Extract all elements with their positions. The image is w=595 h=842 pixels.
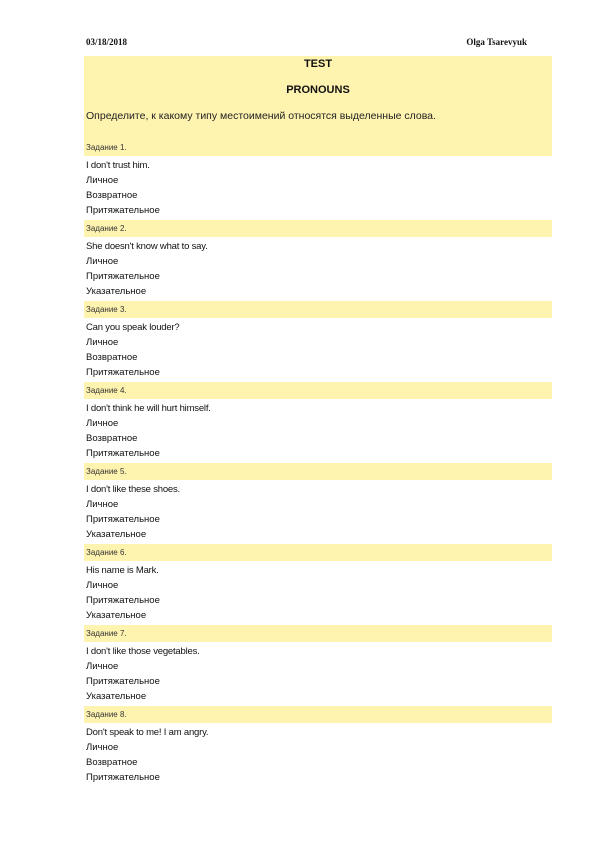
answer-option[interactable]: Возвратное [86, 190, 138, 201]
task-question: I don't trust him. [86, 160, 150, 171]
instruction-text: Определите, к какому типу местоимений относятся выделенные слова. [86, 110, 436, 122]
test-header-box [84, 56, 552, 152]
task-item [84, 382, 552, 463]
task-question: His name is Mark. [86, 565, 159, 576]
answer-option[interactable]: Личное [86, 418, 119, 429]
answer-option[interactable]: Притяжательное [86, 676, 160, 687]
answer-option[interactable]: Указательное [86, 691, 147, 702]
task-item [84, 625, 552, 706]
answer-option[interactable]: Личное [86, 580, 119, 591]
answer-option[interactable]: Возвратное [86, 757, 138, 768]
task-label: Задание 7. [84, 625, 552, 642]
task-label: Задание 4. [84, 382, 552, 399]
answer-option[interactable]: Притяжательное [86, 448, 160, 459]
task-item [84, 463, 552, 544]
answer-option[interactable]: Личное [86, 742, 119, 753]
answer-option[interactable]: Возвратное [86, 433, 138, 444]
answer-option[interactable]: Притяжательное [86, 514, 160, 525]
task-label: Задание 8. [84, 706, 552, 723]
task-item [84, 544, 552, 625]
task-label: Задание 6. [84, 544, 552, 561]
answer-option[interactable]: Указательное [86, 610, 147, 621]
task-question: I don't like those vegetables. [86, 646, 200, 657]
answer-option[interactable]: Притяжательное [86, 595, 160, 606]
task-question: Can you speak louder? [86, 322, 180, 333]
answer-option[interactable]: Личное [86, 175, 119, 186]
task-item [84, 301, 552, 382]
answer-option[interactable]: Притяжательное [86, 367, 160, 378]
test-title: TEST [303, 58, 333, 70]
answer-option[interactable]: Личное [86, 661, 119, 672]
answer-option[interactable]: Указательное [86, 286, 147, 297]
task-question: I don't like these shoes. [86, 484, 180, 495]
answer-option[interactable]: Личное [86, 337, 119, 348]
task-item [84, 139, 552, 220]
task-label: Задание 5. [84, 463, 552, 480]
task-question: I don't think he will hurt himself. [86, 403, 211, 414]
task-label: Задание 3. [84, 301, 552, 318]
answer-option[interactable]: Возвратное [86, 352, 138, 363]
header-date: 03/18/2018 [86, 37, 128, 47]
answer-option[interactable]: Притяжательное [86, 772, 160, 783]
header-author: Olga Tsarevyuk [466, 37, 527, 47]
task-list [84, 139, 552, 787]
task-question: Don't speak to me! I am angry. [86, 727, 209, 738]
answer-option[interactable]: Притяжательное [86, 205, 160, 216]
answer-option[interactable]: Притяжательное [86, 271, 160, 282]
task-label: Задание 1. [84, 139, 552, 156]
task-item [84, 220, 552, 301]
task-label: Задание 2. [84, 220, 552, 237]
test-subtitle: PRONOUNS [286, 84, 350, 96]
task-question: She doesn't know what to say. [86, 241, 208, 252]
answer-option[interactable]: Личное [86, 499, 119, 510]
answer-option[interactable]: Указательное [86, 529, 147, 540]
answer-option[interactable]: Личное [86, 256, 119, 267]
task-item [84, 706, 552, 787]
